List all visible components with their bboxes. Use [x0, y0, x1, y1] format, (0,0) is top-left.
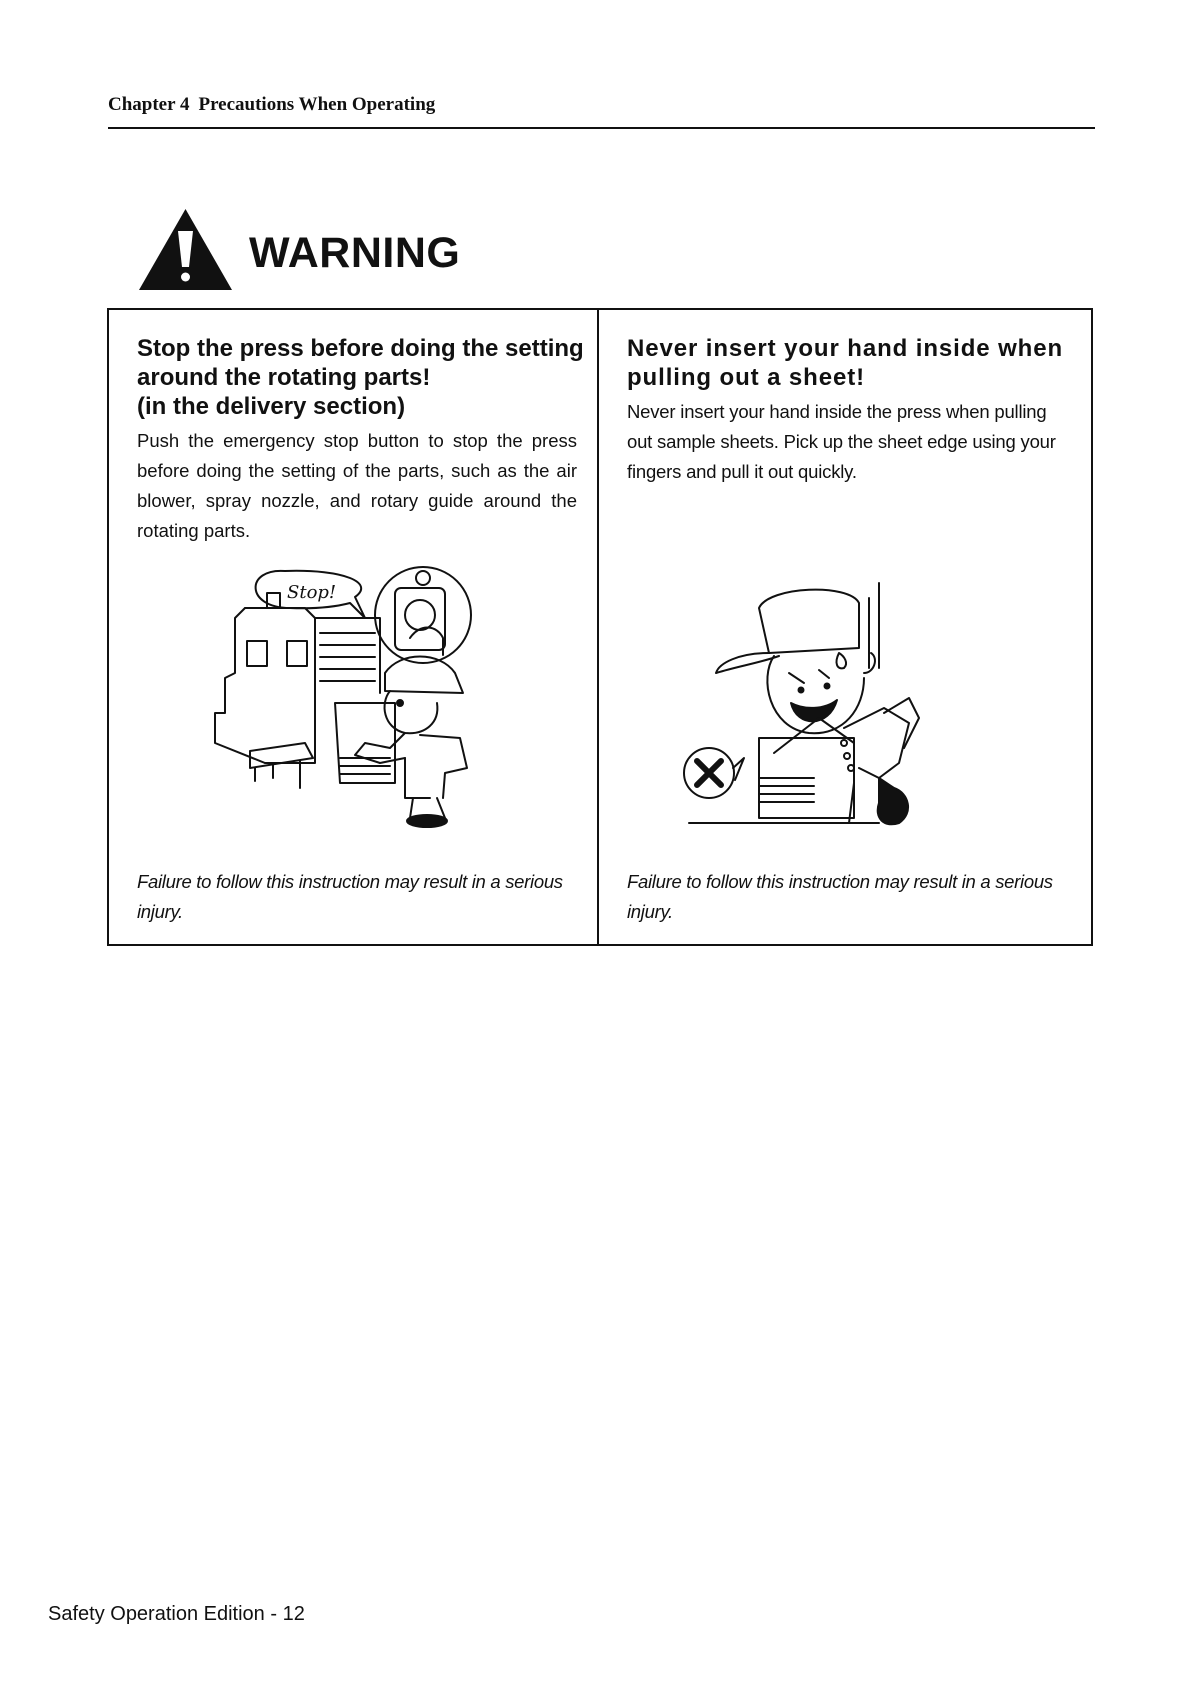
chapter-title: Precautions When Operating — [198, 94, 436, 115]
panel-note: Failure to follow this instruction may result in a serious injury. — [627, 871, 1053, 922]
page-footer: Safety Operation Edition - 12 — [48, 1603, 305, 1625]
header-rule — [108, 127, 1095, 129]
warning-panel-sheet-pull — [599, 308, 1091, 946]
warning-panel-stop-press — [109, 308, 597, 946]
chapter-label: Chapter 4 — [108, 94, 190, 115]
panel-heading-line: Stop the press before doing the setting — [137, 335, 584, 362]
panel-heading-line: (in the delivery section) — [137, 393, 406, 420]
warning-title: WARNING — [249, 229, 461, 277]
panel-heading — [137, 334, 587, 421]
warning-triangle-icon — [137, 207, 234, 292]
panel-heading-line: pulling out a sheet! — [627, 364, 865, 391]
panel-body: Never insert your hand inside the press when pulling out sample sheets. Pick up the sheet edge using your fingers and pull it out quickly. — [627, 401, 1056, 482]
illustration-hand-caught — [679, 578, 1019, 838]
panel-note: Failure to follow this instruction may result in a serious injury. — [137, 871, 563, 922]
illustration-operator-stopping-press — [205, 563, 505, 833]
panel-heading-line: around the rotating parts! — [137, 364, 431, 391]
panel-heading — [627, 334, 1079, 392]
panel-body: Push the emergency stop button to stop the press before doing the setting of the parts, such as the air blower, spray nozzle, and rotary guide around the rotating parts. — [137, 430, 577, 541]
chapter-header — [108, 94, 435, 116]
speech-bubble-text: Stop! — [287, 582, 337, 603]
panel-heading-line: Never insert your hand inside when — [627, 335, 1064, 362]
